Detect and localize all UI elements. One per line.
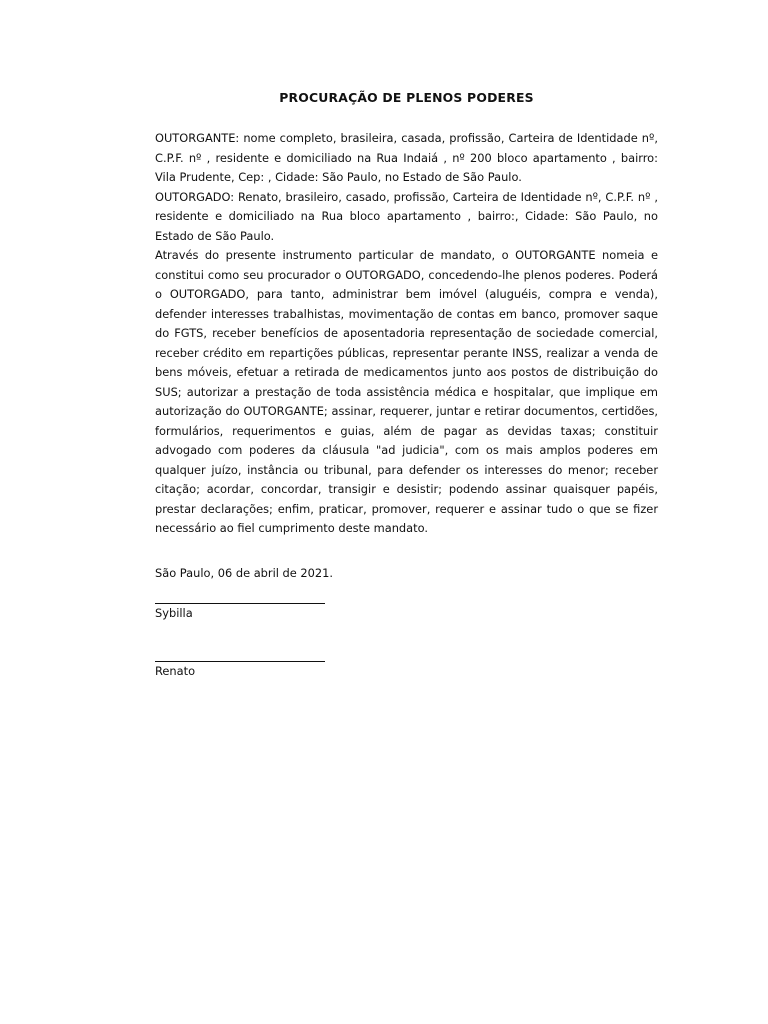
signatory-name: Sybilla bbox=[155, 606, 193, 620]
paragraph-powers: Através do presente instrumento particular de mandato, o OUTORGANTE nomeia e constitui como seu procurador o OUTORGADO, concedendo-lhe plenos poderes. Poderá o OUTORGADO, para tanto, administrar bem imóvel (aluguéis, compra e venda), defender interesses trabalhistas, movimentação de contas em banco, promover saque do FGTS, receber benefícios de aposentadoria representação de sociedade comercial, receber crédito em repartições públicas, representar perante INSS, realizar a venda de bens móveis, efetuar a retirada de medicamentos junto aos postos de distribuição do SUS; autorizar a prestação de toda assistência médica e hospitalar, que implique em autorização do OUTORGANTE; assinar, requerer, juntar e retirar documentos, certidões, formulários, requerimentos e guias, além de pagar as devidas taxas; constituir advogado com poderes da cláusula "ad judicia", com os mais amplos poderes em qualquer juízo, instância ou tribunal, para defender os interesses do menor; receber citação; acordar, concordar, transigir e desistir; podendo assinar quaisquer papéis, prestar declarações; enfim, praticar, promover, requerer e assinar tudo o que se fizer necessário ao fiel cumprimento deste mandato. bbox=[155, 248, 658, 535]
document-body bbox=[155, 129, 658, 539]
signature-block-outorgante bbox=[155, 603, 327, 624]
document-title: PROCURAÇÃO DE PLENOS PODERES bbox=[279, 90, 534, 105]
signature-block-outorgado bbox=[155, 661, 327, 682]
paragraph-outorgante: OUTORGANTE: nome completo, brasileira, casada, profissão, Carteira de Identidade nº, C.P.F. nº , residente e domiciliado na Rua Indaiá , nº 200 bloco apartamento , bairro: Vila Prudente, Cep: , Cidade: São Paulo, no Estado de São Paulo. bbox=[155, 131, 658, 184]
paragraph-outorgado: OUTORGADO: Renato, brasileiro, casado, profissão, Carteira de Identidade nº, C.P.F. nº , residente e domiciliado na Rua bloco apartamento , bairro:, Cidade: São Paulo, no Estado de São Paulo. bbox=[155, 189, 658, 243]
date-place-line: São Paulo, 06 de abril de 2021. bbox=[155, 566, 334, 580]
signatory-name: Renato bbox=[155, 664, 196, 678]
